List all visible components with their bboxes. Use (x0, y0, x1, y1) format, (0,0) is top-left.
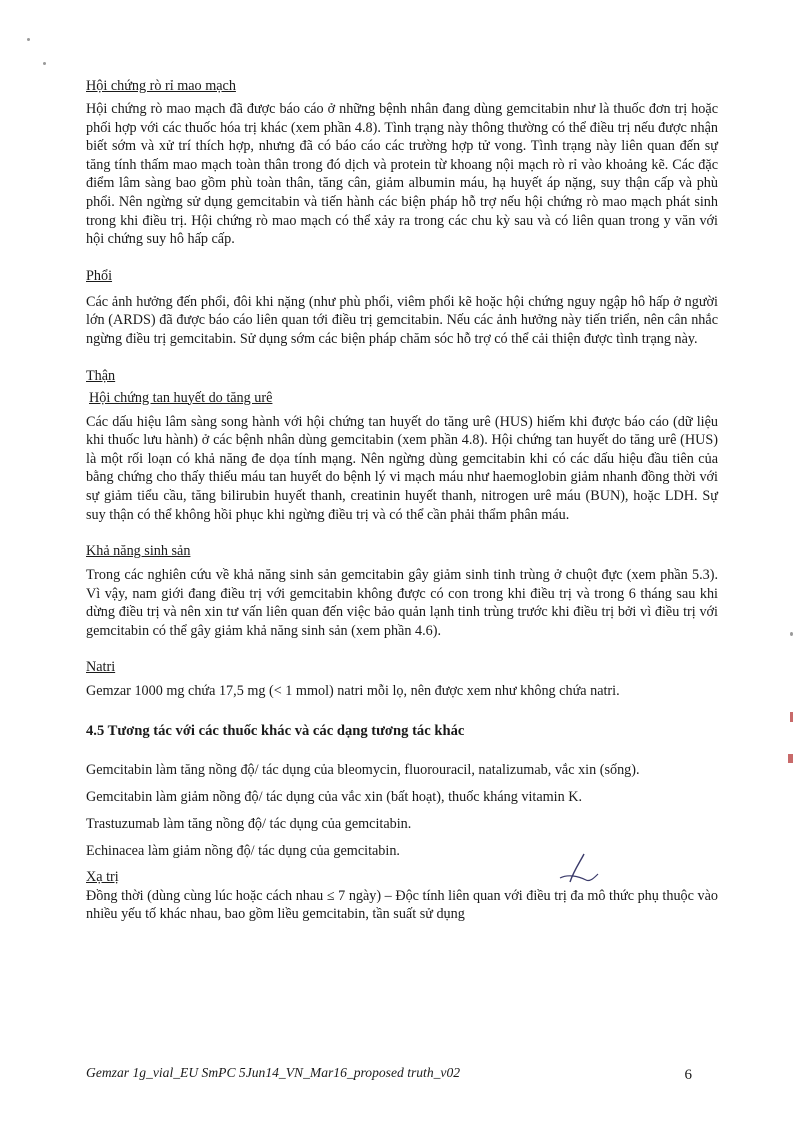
scan-speck (788, 754, 793, 763)
scan-speck (790, 632, 793, 636)
interaction-line: Gemcitabin làm giảm nồng độ/ tác dụng của vắc xin (bất hoạt), thuốc kháng vitamin K. (86, 788, 583, 805)
page-number: 6 (684, 1067, 692, 1083)
capillary-leak-heading: Hội chứng rò rỉ mao mạch (86, 78, 236, 94)
fertility-paragraph: Trong các nghiên cứu về khả năng sinh sản gemcitabin gây giảm sinh tinh trùng ở chuột đực (xem phần 5.3). Vì vậy, nam giới đang điều trị với gemcitabin không được có con trong khi điều trị và trong 6 tháng sau khi dừng điều trị và nên xin tư vấn liên quan đến việc bảo quản lạnh tinh trùng trước khi điều trị bởi vì điều trị với gemcitabin có thể gây giảm khả năng sinh sản (xem phần 4.6). (86, 567, 718, 639)
interactions-section-title: 4.5 Tương tác với các thuốc khác và các dạng tương tác khác (86, 723, 465, 740)
radiation-heading: Xạ trị (86, 868, 119, 885)
pen-annotation-icon (554, 852, 600, 888)
page-content (86, 76, 718, 924)
hus-subheading: Hội chứng tan huyết do tăng urê (89, 389, 273, 406)
sodium-paragraph: Gemzar 1000 mg chứa 17,5 mg (< 1 mmol) natri mỗi lọ, nên được xem như không chứa natri. (86, 683, 620, 700)
scan-speck (790, 712, 793, 722)
footer-doc-id: Gemzar 1g_vial_EU SmPC 5Jun14_VN_Mar16_proposed truth_v02 (86, 1065, 461, 1080)
hus-paragraph: Các dấu hiệu lâm sàng song hành với hội chứng tan huyết do tăng urê (HUS) hiếm khi được báo cáo (dữ liệu khi thuốc lưu hành) ở các bệnh nhân dùng gemcitabin (xem phần 4.8). Hội chứng tan huyết do tăng urê (HUS) là một rối loạn có khả năng đe dọa tính mạng. Nên ngừng dùng gemcitabin khi có các dấu hiệu đầu tiên của bằng chứng cho thấy thiếu máu tan huyết do bệnh lý vi mạch máu như haemoglobin giảm nhanh đồng thời với sự giảm tiểu cầu, tăng bilirubin huyết thanh, creatinin huyết thanh, nitrogen urê máu (BUN), hoặc LDH. Sự suy thận có thể không hồi phục khi ngừng điều trị và có thể cần phải thẩm phân máu. (86, 413, 718, 523)
interaction-line: Trastuzumab làm tăng nồng độ/ tác dụng của gemcitabin. (86, 815, 412, 832)
scan-speck (27, 38, 30, 41)
lung-heading: Phổi (86, 267, 113, 284)
fertility-heading: Khả năng sinh sản (86, 543, 191, 560)
capillary-leak-paragraph: Hội chứng rò mao mạch đã được báo cáo ở những bệnh nhân đang dùng gemcitabin như là thuốc đơn trị hoặc phối hợp với các thuốc hóa trị khác (xem phần 4.8). Tình trạng này thông thường có thể điều trị nếu được nhận biết sớm và xử trí thích hợp, nhưng đã có báo cáo các trường hợp tử vong. Tình trạng này liên quan đến sự tăng tính thấm mao mạch toàn thân trong đó dịch và protein từ khoang nội mạch rò rỉ vào khoảng kẽ. Các đặc điểm lâm sàng bao gồm phù toàn thân, tăng cân, giảm albumin máu, hạ huyết áp nặng, suy thận cấp và phù phổi. Nên ngừng sử dụng gemcitabin và tiến hành các biện pháp hỗ trợ nếu hội chứng rò mao mạch phát sinh trong khi điều trị. Hội chứng rò mao mạch có thể xảy ra trong các chu kỳ sau và có liên quan trong y văn với hội chứng suy hô hấp cấp. (86, 101, 718, 248)
radiation-paragraph: Đồng thời (dùng cùng lúc hoặc cách nhau ≤ 7 ngày) – Độc tính liên quan với điều trị đa mô thức phụ thuộc vào nhiều yếu tố khác nhau, bao gồm liều gemcitabin, tần suất sử dụng (86, 887, 718, 923)
kidney-heading: Thận (86, 367, 116, 384)
sodium-heading: Natri (86, 659, 116, 676)
scan-speck (43, 62, 46, 65)
lung-paragraph: Các ảnh hưởng đến phổi, đôi khi nặng (như phù phổi, viêm phổi kẽ hoặc hội chứng nguy ngập hô hấp ở người lớn (ARDS) đã được báo cáo liên quan tới điều trị gemcitabin. Nếu các ảnh hưởng này tiến triển, nên cân nhắc ngừng điều trị gemcitabin. Sử dụng sớm các biện pháp chăm sóc hỗ trợ có thể cải thiện được tình trạng này. (86, 293, 718, 347)
interaction-line: Gemcitabin làm tăng nồng độ/ tác dụng của bleomycin, fluorouracil, natalizumab, vắc xin (sống). (86, 762, 640, 779)
interaction-line: Echinacea làm giảm nồng độ/ tác dụng của gemcitabin. (86, 842, 400, 859)
